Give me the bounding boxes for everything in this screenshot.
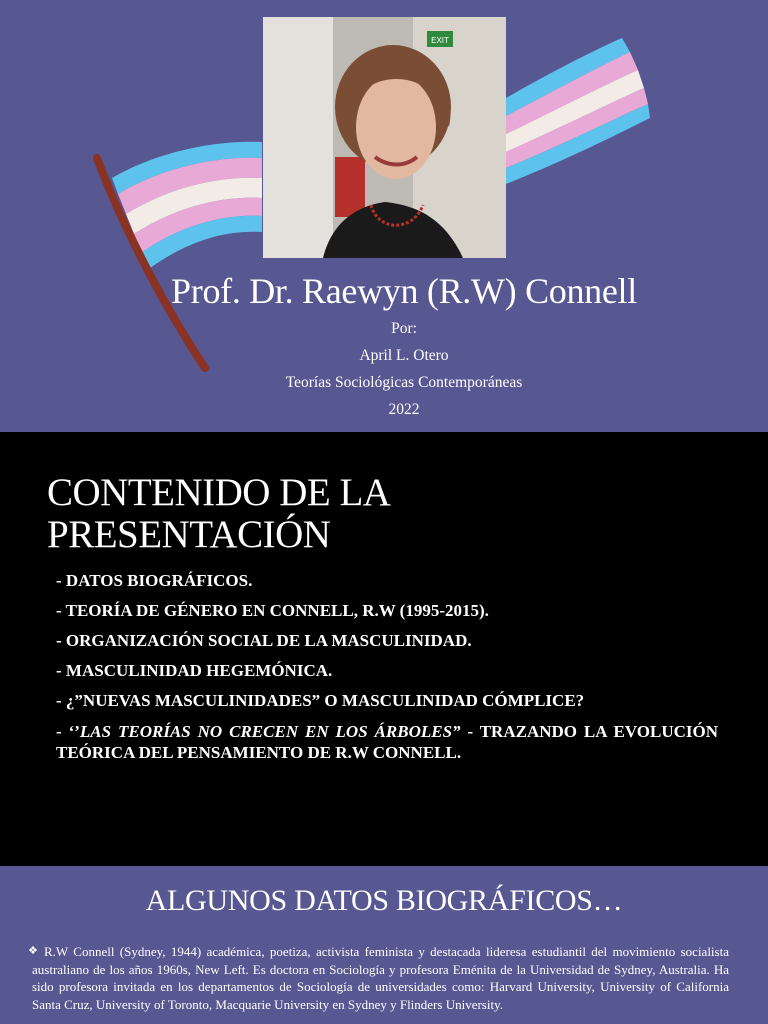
biography-paragraph — [28, 943, 729, 1013]
list-item: - ORGANIZACIÓN SOCIAL DE LA MASCULINIDAD. — [56, 631, 472, 650]
contents-title-line1: CONTENIDO DE LA — [47, 471, 391, 514]
contents-title-line2: PRESENTACIÓN — [47, 513, 331, 556]
biography-title: ALGUNOS DATOS BIOGRÁFICOS… — [145, 884, 623, 917]
list-item — [56, 721, 718, 763]
list-item-suffix: - TRAZANDO LA EVOLUCIÓN TEÓRICA DEL PENSAMIENTO DE R.W CONNELL. — [56, 722, 719, 762]
flag-right-cloth — [506, 38, 650, 184]
list-item: - TEORÍA DE GÉNERO EN CONNELL, R.W (1995-2015). — [56, 601, 489, 620]
contents-slide — [0, 432, 768, 866]
diamond-bullet-icon: ❖ — [28, 945, 38, 957]
presentation-title: Prof. Dr. Raewyn (R.W) Connell — [171, 271, 637, 311]
biography-text: R.W Connell (Sydney, 1944) académica, poetiza, activista feminista y destacada lideresa estudiantil del movimiento socialista australiano de los años 1960s, New Left. Es doctora en Sociología y profesora Eménita de la Universidad de Sydney, Australia. Ha sido profesora invitada en los departamentos de Sociología de universidades como: Harvard University, University of California Santa Cruz, University of Toronto, Macquarie University en Sydney y Flinders University. — [32, 944, 729, 1012]
svg-text:EXIT: EXIT — [431, 36, 449, 45]
title-slide — [0, 0, 768, 432]
by-label: Por: — [391, 320, 417, 337]
list-item-quote: LAS TEORÍAS NO CRECEN EN LOS ÁRBOLES” — [79, 722, 461, 741]
course-name: Teorías Sociológicas Contemporáneas — [285, 374, 523, 391]
contents-title — [47, 472, 727, 556]
list-item-prefix: - ‘’ — [56, 722, 80, 741]
biography-slide — [0, 866, 768, 1024]
author-name: April L. Otero — [359, 347, 449, 364]
list-item: - MASCULINIDAD HEGEMÓNICA. — [56, 661, 333, 680]
list-item: - ¿”NUEVAS MASCULINIDADES” O MASCULINIDAD CÓMPLICE? — [56, 691, 585, 710]
presentation-year: 2022 — [388, 401, 420, 418]
list-item: - DATOS BIOGRÁFICOS. — [56, 571, 253, 590]
portrait-photo — [263, 17, 506, 258]
